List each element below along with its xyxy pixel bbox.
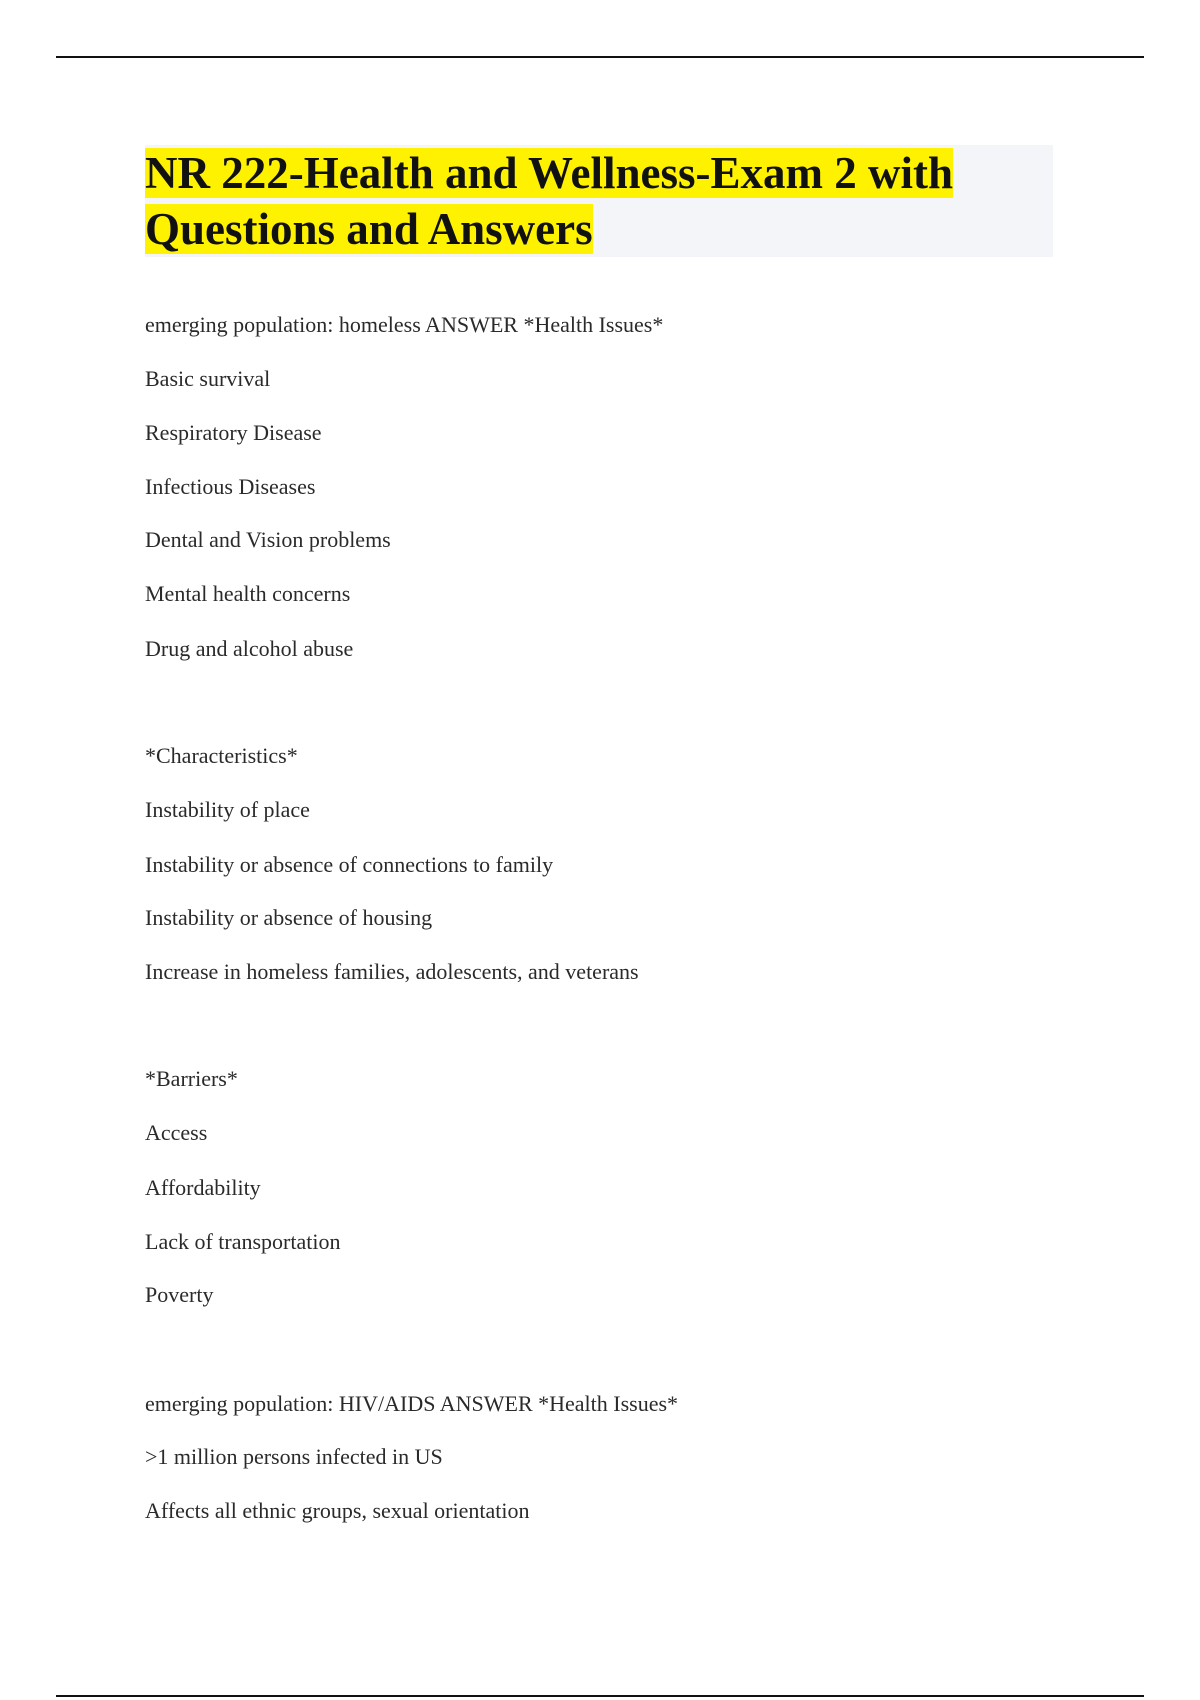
section-heading: *Characteristics* (145, 743, 298, 768)
answer-line: Infectious Diseases (145, 474, 316, 499)
question-heading: emerging population: homeless ANSWER *Health Issues* (145, 312, 664, 337)
answer-line: Affordability (145, 1175, 261, 1200)
answer-line: Poverty (145, 1282, 214, 1307)
answer-line: Lack of transportation (145, 1229, 341, 1254)
answer-line: Increase in homeless families, adolescents, and veterans (145, 959, 639, 984)
answer-line: Instability of place (145, 797, 310, 822)
footer-rule (56, 1695, 1144, 1697)
question-heading: emerging population: HIV/AIDS ANSWER *Health Issues* (145, 1391, 679, 1416)
answer-line: Dental and Vision problems (145, 527, 391, 552)
answer-line: >1 million persons infected in US (145, 1444, 443, 1469)
document-title (145, 145, 1053, 257)
answer-line: Affects all ethnic groups, sexual orientation (145, 1498, 530, 1523)
title-block (145, 145, 1053, 257)
answer-line: Instability or absence of connections to family (145, 852, 554, 877)
answer-line: Access (145, 1120, 208, 1145)
answer-line: Mental health concerns (145, 581, 351, 606)
title-line-2: Questions and Answers (145, 204, 593, 254)
answer-line: Drug and alcohol abuse (145, 636, 354, 661)
answer-line: Basic survival (145, 366, 271, 391)
title-line-1: NR 222-Health and Wellness-Exam 2 with (145, 148, 953, 198)
section-heading: *Barriers* (145, 1066, 238, 1091)
header-rule (56, 56, 1144, 58)
answer-line: Instability or absence of housing (145, 905, 433, 930)
answer-line: Respiratory Disease (145, 420, 322, 445)
